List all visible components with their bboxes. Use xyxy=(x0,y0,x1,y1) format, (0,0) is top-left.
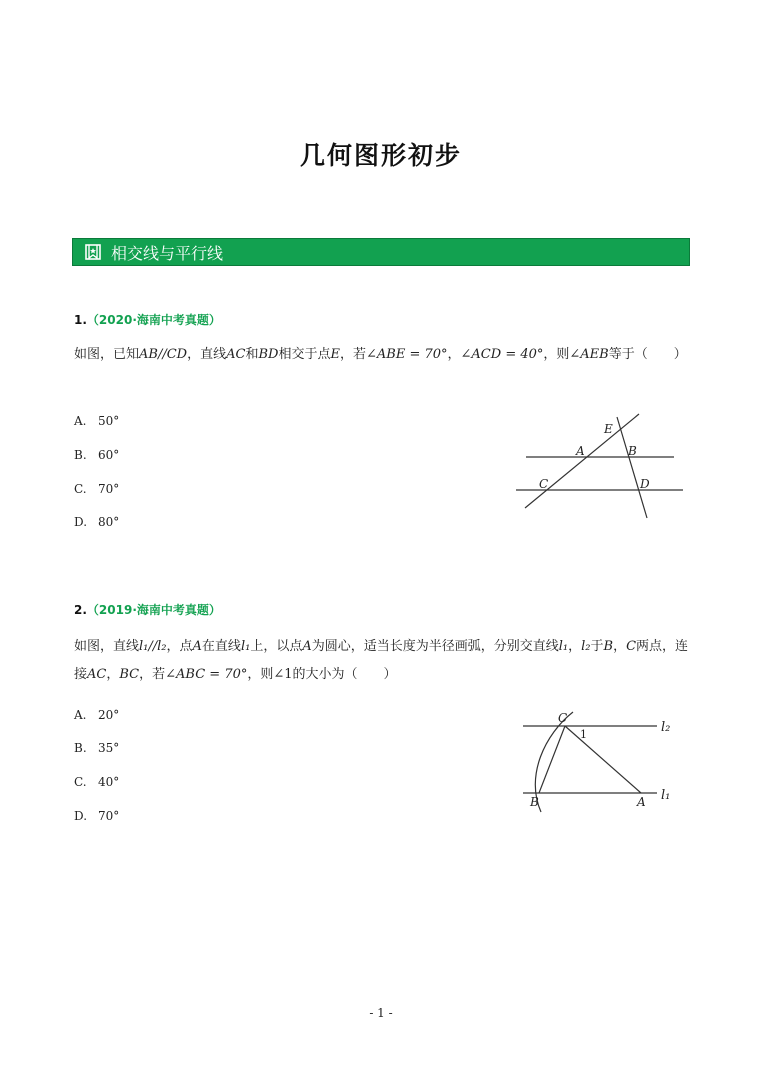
segment-bc xyxy=(539,726,565,793)
bookmark-star-icon xyxy=(85,244,101,260)
page-title: 几何图形初步 xyxy=(299,141,462,170)
figure-2-compass-construction xyxy=(515,706,685,814)
label-angle-1: 1 xyxy=(580,728,587,741)
option-c[interactable]: C. 70° xyxy=(74,482,120,496)
option-b[interactable]: B. 60° xyxy=(74,448,120,462)
option-d[interactable]: D. 80° xyxy=(74,515,120,529)
arc-construction xyxy=(535,712,573,812)
line-ac xyxy=(525,414,639,508)
option-a[interactable]: A. 20° xyxy=(74,708,120,722)
segment-ac xyxy=(565,726,641,793)
question-2-header xyxy=(74,601,221,618)
option-a[interactable]: A. 50° xyxy=(74,414,120,428)
label-l2: l₂ xyxy=(661,720,671,735)
figure-1-parallel-lines xyxy=(512,408,692,524)
label-d: D xyxy=(640,477,650,491)
label-l1: l₁ xyxy=(661,788,671,803)
label-a: A xyxy=(576,444,585,458)
label-a: A xyxy=(637,795,646,809)
label-b: B xyxy=(628,444,637,458)
line-bd xyxy=(617,417,647,518)
question-1-header xyxy=(74,311,221,328)
option-b[interactable]: B. 35° xyxy=(74,741,120,755)
section-title: 相交线与平行线 xyxy=(111,243,224,263)
page-number: - 1 - xyxy=(369,1006,393,1020)
question-source: （2019·海南中考真题） xyxy=(86,603,221,617)
question-2-text: 如图，直线l₁//l₂，点A在直线l₁上，以点A为圆心，适当长度为半径画弧，分别交直线l₁，l₂于B，C两点，连接AC，BC，若∠ABC = 70°，则∠1的大小为（ ） xyxy=(74,639,689,682)
label-c: C xyxy=(539,477,549,491)
option-c[interactable]: C. 40° xyxy=(74,775,120,789)
question-1-text: 如图，已知AB//CD，直线AC和BD相交于点E，若∠ABE = 70°，∠ACD = 40°，则∠AEB等于（ ） xyxy=(74,347,687,362)
section-header xyxy=(72,238,690,266)
question-source: （2020·海南中考真题） xyxy=(86,313,221,327)
label-e: E xyxy=(604,422,613,436)
question-number: 2. xyxy=(74,603,87,617)
question-number: 1. xyxy=(74,313,87,327)
label-c: C xyxy=(558,711,568,725)
label-b: B xyxy=(530,795,539,809)
option-d[interactable]: D. 70° xyxy=(74,809,120,823)
